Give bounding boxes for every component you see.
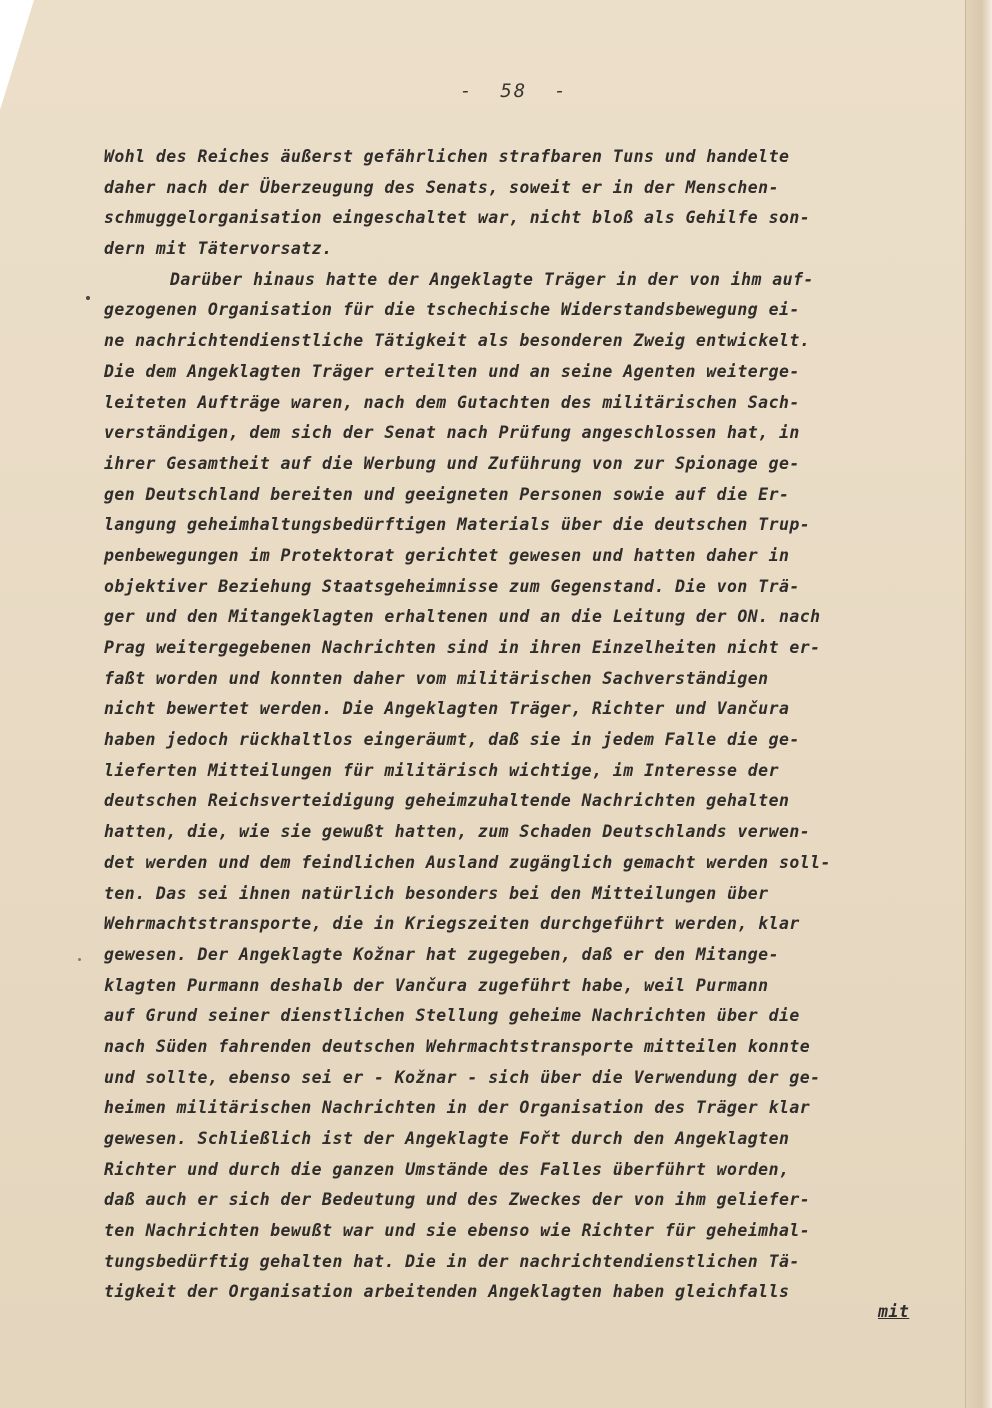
text-line: und sollte, ebenso sei er - Kožnar - sich über die Verwendung der ge- <box>104 1067 821 1087</box>
body-text <box>104 142 964 1308</box>
text-line: penbewegungen im Protektorat gerichtet gewesen und hatten daher in <box>104 545 790 565</box>
text-line: langung geheimhaltungsbedürftigen Materials über die deutschen Trup- <box>104 515 811 535</box>
text-line: ihrer Gesamtheit auf die Werbung und Zuführung von zur Spionage ge- <box>104 453 800 473</box>
text-line: faßt worden und konnten daher vom militärischen Sachverständigen <box>104 668 769 688</box>
text-line: Wohl des Reiches äußerst gefährlichen strafbaren Tuns und handelte <box>104 147 790 166</box>
text-line: auf Grund seiner dienstlichen Stellung geheime Nachrichten über die <box>104 1006 800 1026</box>
text-line: gewesen. Schließlich ist der Angeklagte Fořt durch den Angeklagten <box>104 1129 790 1148</box>
text-line: haben jedoch rückhaltlos eingeräumt, daß sie in jedem Falle die ge- <box>104 730 800 750</box>
catchword: mit <box>878 1302 910 1321</box>
text-line: deutschen Reichsverteidigung geheimzuhaltende Nachrichten gehalten <box>104 791 790 811</box>
text-line: ger und den Mitangeklagten erhaltenen und an die Leitung der ON. nach <box>104 607 821 627</box>
margin-mark <box>86 296 90 300</box>
text-line: ne nachrichtendienstliche Tätigkeit als besonderen Zweig entwickelt. <box>104 331 811 351</box>
text-line: Richter und durch die ganzen Umstände des Falles überführt worden, <box>104 1159 790 1179</box>
text-line: gezogenen Organisation für die tschechische Widerstandsbewegung ei- <box>104 300 800 320</box>
text-line: hatten, die, wie sie gewußt hatten, zum Schaden Deutschlands verwen- <box>104 822 811 842</box>
text-line: Wehrmachtstransporte, die in Kriegszeiten durchgeführt werden, klar <box>104 914 800 934</box>
text-line: Prag weitergegebenen Nachrichten sind in ihren Einzelheiten nicht er- <box>104 638 821 657</box>
text-line: gen Deutschland bereiten und geeigneten Personen sowie auf die Er- <box>104 484 790 504</box>
text-line: Darüber hinaus hatte der Angeklagte Träger in der von ihm auf- <box>170 269 814 289</box>
text-line: ten Nachrichten bewußt war und sie ebenso wie Richter für geheimhal- <box>104 1221 811 1241</box>
text-line: objektiver Beziehung Staatsgeheimnisse zum Gegenstand. Die von Trä- <box>104 576 800 596</box>
text-line: daß auch er sich der Bedeutung und des Zweckes der von ihm geliefer- <box>104 1190 811 1210</box>
text-line: det werden und dem feindlichen Ausland zugänglich gemacht werden soll- <box>104 852 831 872</box>
folded-corner <box>0 0 34 110</box>
text-line: daher nach der Überzeugung des Senats, soweit er in der Menschen- <box>104 177 779 197</box>
text-line: nach Süden fahrenden deutschen Wehrmachtstransporte mitteilen konnte <box>104 1036 811 1056</box>
text-line: lieferten Mitteilungen für militärisch wichtige, im Interesse der <box>104 760 779 780</box>
text-line: heimen militärischen Nachrichten in der Organisation des Träger klar <box>104 1098 811 1118</box>
text-line: verständigen, dem sich der Senat nach Prüfung angeschlossen hat, in <box>104 423 800 443</box>
text-line: schmuggelorganisation eingeschaltet war, nicht bloß als Gehilfe son- <box>104 208 811 228</box>
margin-mark <box>78 958 81 961</box>
page-number: - 58 - <box>460 80 568 102</box>
text-line: dern mit Tätervorsatz. <box>104 239 333 259</box>
text-line: Die dem Angeklagten Träger erteilten und an seine Agenten weiterge- <box>104 361 800 381</box>
text-line: leiteten Aufträge waren, nach dem Gutachten des militärischen Sach- <box>104 392 800 412</box>
text-line: klagten Purmann deshalb der Vančura zugeführt habe, weil Purmann <box>104 975 769 995</box>
text-line: tungsbedürftig gehalten hat. Die in der nachrichtendienstlichen Tä- <box>104 1251 800 1271</box>
text-line: tigkeit der Organisation arbeitenden Angeklagten haben gleichfalls <box>104 1282 790 1302</box>
text-line: gewesen. Der Angeklagte Kožnar hat zugegeben, daß er den Mitange- <box>104 944 779 964</box>
text-line: ten. Das sei ihnen natürlich besonders bei den Mitteilungen über <box>104 883 769 903</box>
page-edge <box>965 0 992 1408</box>
text-line: nicht bewertet werden. Die Angeklagten Träger, Richter und Vančura <box>104 699 790 719</box>
